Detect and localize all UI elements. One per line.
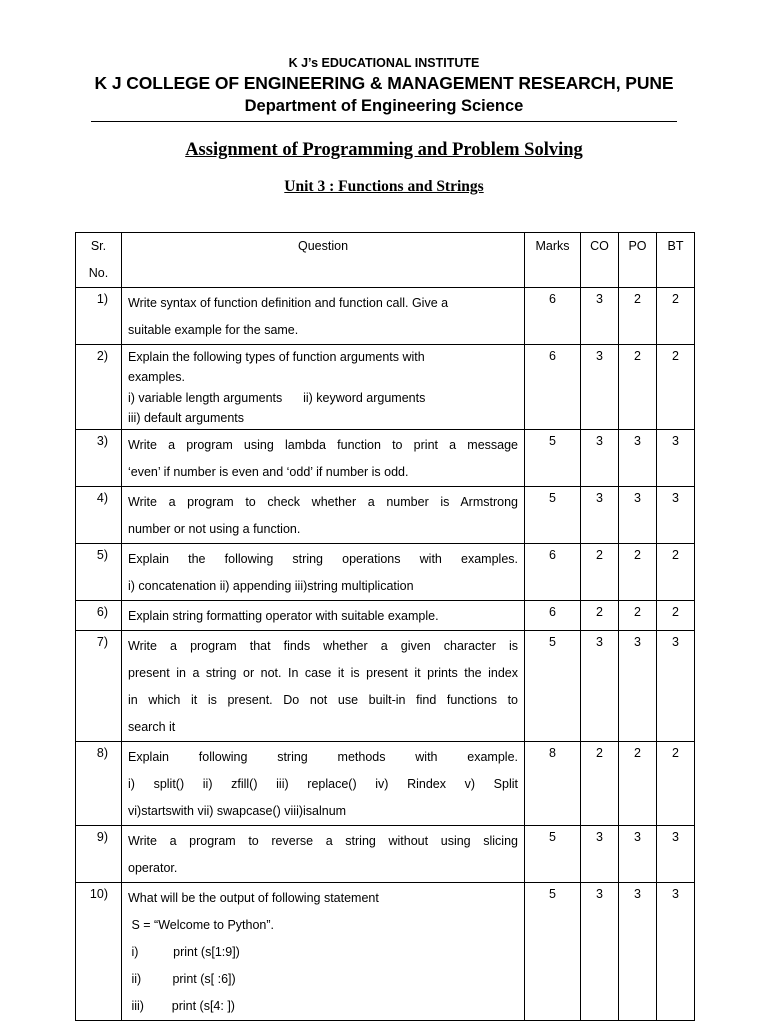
po-value: 2 bbox=[634, 547, 641, 562]
table-row bbox=[76, 630, 695, 741]
table-body bbox=[76, 288, 695, 1021]
table-header-row bbox=[76, 233, 695, 288]
cell-marks bbox=[525, 345, 581, 430]
co-value: 2 bbox=[596, 547, 603, 562]
cell-sr-no bbox=[76, 882, 122, 1020]
sr-no-value: 8) bbox=[96, 745, 108, 760]
header-co-label: CO bbox=[590, 239, 609, 253]
po-value: 3 bbox=[634, 634, 641, 649]
cell-po bbox=[619, 630, 657, 741]
cell-po bbox=[619, 429, 657, 486]
cell-marks bbox=[525, 741, 581, 825]
cell-question bbox=[122, 630, 525, 741]
cell-marks bbox=[525, 600, 581, 630]
question-line: Explain string formatting operator with suitable example. bbox=[128, 608, 439, 623]
college-name: K J COLLEGE OF ENGINEERING & MANAGEMENT RESEARCH, PUNE bbox=[94, 73, 674, 93]
question-line: Explain following string methods with example. bbox=[128, 749, 518, 764]
cell-po bbox=[619, 882, 657, 1020]
cell-question bbox=[122, 825, 525, 882]
sr-no-value: 6) bbox=[96, 604, 108, 619]
po-value: 3 bbox=[634, 490, 641, 505]
cell-marks bbox=[525, 825, 581, 882]
institute-name: K J’s EDUCATIONAL INSTITUTE bbox=[288, 56, 480, 70]
question-line: number or not using a function. bbox=[128, 521, 301, 536]
cell-co bbox=[581, 429, 619, 486]
question-line: Write syntax of function definition and function call. Give a bbox=[128, 296, 449, 310]
department-name: Department of Engineering Science bbox=[244, 97, 524, 115]
question-line: i) split() ii) zfill() iii) replace() iv) Rindex v) Split bbox=[128, 776, 518, 791]
sr-no-value: 3) bbox=[96, 433, 108, 448]
cell-question bbox=[122, 345, 525, 430]
co-value: 3 bbox=[596, 349, 603, 363]
co-value: 3 bbox=[596, 433, 603, 448]
co-value: 3 bbox=[596, 490, 603, 505]
po-value: 3 bbox=[634, 829, 641, 844]
cell-po bbox=[619, 600, 657, 630]
cell-question bbox=[122, 741, 525, 825]
marks-value: 5 bbox=[549, 886, 556, 901]
question-line: What will be the output of following statement bbox=[128, 890, 379, 905]
bt-value: 2 bbox=[672, 349, 679, 363]
cell-co bbox=[581, 288, 619, 345]
marks-value: 6 bbox=[549, 292, 556, 306]
header-marks bbox=[525, 233, 581, 288]
question-line: iii) print (s[4: ]) bbox=[128, 998, 235, 1013]
cell-question bbox=[122, 288, 525, 345]
cell-marks bbox=[525, 630, 581, 741]
sr-no-value: 4) bbox=[96, 490, 108, 505]
cell-bt bbox=[657, 345, 695, 430]
co-value: 3 bbox=[596, 634, 603, 649]
cell-bt bbox=[657, 600, 695, 630]
marks-value: 5 bbox=[549, 829, 556, 844]
header-bt bbox=[657, 233, 695, 288]
po-value: 3 bbox=[634, 433, 641, 448]
sr-no-value: 2) bbox=[96, 349, 108, 363]
marks-value: 5 bbox=[549, 433, 556, 448]
question-line: Write a program that finds whether a given character is bbox=[128, 638, 518, 653]
po-value: 3 bbox=[634, 886, 641, 901]
cell-question bbox=[122, 600, 525, 630]
question-line: i) concatenation ii) appending iii)string multiplication bbox=[128, 578, 414, 593]
header-bt-label: BT bbox=[667, 239, 684, 253]
marks-value: 5 bbox=[549, 490, 556, 505]
cell-sr-no bbox=[76, 345, 122, 430]
table-row bbox=[76, 741, 695, 825]
cell-bt bbox=[657, 543, 695, 600]
table-row bbox=[76, 882, 695, 1020]
cell-sr-no bbox=[76, 600, 122, 630]
bt-value: 2 bbox=[672, 745, 679, 760]
table-row bbox=[76, 288, 695, 345]
marks-value: 6 bbox=[549, 547, 556, 562]
header-sr-line2: No. bbox=[88, 266, 109, 280]
cell-sr-no bbox=[76, 288, 122, 345]
assignment-title: Assignment of Programming and Problem Solving bbox=[185, 140, 583, 160]
cell-marks bbox=[525, 543, 581, 600]
header-marks-label: Marks bbox=[535, 239, 570, 253]
question-line: i) print (s[1:9]) bbox=[128, 944, 240, 959]
cell-co bbox=[581, 486, 619, 543]
header-question-label: Question bbox=[297, 239, 349, 253]
cell-sr-no bbox=[76, 630, 122, 741]
bt-value: 3 bbox=[672, 634, 679, 649]
unit-title: Unit 3 : Functions and Strings bbox=[284, 178, 484, 195]
sr-no-value: 10) bbox=[89, 886, 108, 901]
cell-co bbox=[581, 630, 619, 741]
cell-po bbox=[619, 825, 657, 882]
header-question bbox=[122, 233, 525, 288]
question-line: examples. bbox=[128, 370, 185, 385]
cell-co bbox=[581, 882, 619, 1020]
marks-value: 6 bbox=[549, 604, 556, 619]
question-line: suitable example for the same. bbox=[128, 323, 299, 337]
cell-marks bbox=[525, 486, 581, 543]
question-line: search it bbox=[128, 719, 176, 734]
marks-value: 8 bbox=[549, 745, 556, 760]
marks-value: 5 bbox=[549, 634, 556, 649]
header-po bbox=[619, 233, 657, 288]
question-line: ‘even’ if number is even and ‘odd’ if number is odd. bbox=[128, 464, 409, 479]
cell-po bbox=[619, 741, 657, 825]
table-row bbox=[76, 543, 695, 600]
cell-bt bbox=[657, 288, 695, 345]
header-sr-line1: Sr. bbox=[90, 239, 107, 253]
question-line: vi)startswith vii) swapcase() viii)isalnum bbox=[128, 803, 347, 818]
cell-po bbox=[619, 543, 657, 600]
table-row bbox=[76, 600, 695, 630]
question-line: S = “Welcome to Python”. bbox=[128, 917, 275, 932]
header-sr-no bbox=[76, 233, 122, 288]
cell-sr-no bbox=[76, 429, 122, 486]
cell-bt bbox=[657, 741, 695, 825]
sr-no-value: 9) bbox=[96, 829, 108, 844]
cell-po bbox=[619, 345, 657, 430]
questions-table bbox=[75, 232, 695, 1021]
header-divider bbox=[91, 121, 677, 122]
cell-co bbox=[581, 345, 619, 430]
bt-value: 2 bbox=[672, 604, 679, 619]
po-value: 2 bbox=[634, 292, 641, 306]
cell-bt bbox=[657, 825, 695, 882]
bt-value: 2 bbox=[672, 547, 679, 562]
question-line: in which it is present. Do not use built-in find functions to bbox=[128, 692, 518, 707]
cell-bt bbox=[657, 429, 695, 486]
cell-co bbox=[581, 543, 619, 600]
co-value: 3 bbox=[596, 829, 603, 844]
bt-value: 3 bbox=[672, 886, 679, 901]
co-value: 2 bbox=[596, 604, 603, 619]
table-row bbox=[76, 825, 695, 882]
marks-value: 6 bbox=[549, 349, 556, 363]
co-value: 3 bbox=[596, 292, 603, 306]
cell-po bbox=[619, 288, 657, 345]
cell-marks bbox=[525, 288, 581, 345]
question-line: operator. bbox=[128, 860, 178, 875]
cell-sr-no bbox=[76, 741, 122, 825]
table-row bbox=[76, 345, 695, 430]
cell-bt bbox=[657, 630, 695, 741]
table-row bbox=[76, 486, 695, 543]
question-line: Write a program to reverse a string without using slicing bbox=[128, 833, 518, 848]
question-line: Write a program to check whether a number is Armstrong bbox=[128, 494, 518, 509]
question-line: ii) print (s[ :6]) bbox=[128, 971, 236, 986]
header-co bbox=[581, 233, 619, 288]
cell-sr-no bbox=[76, 486, 122, 543]
cell-question bbox=[122, 486, 525, 543]
question-line: Explain the following string operations with examples. bbox=[128, 551, 518, 566]
cell-question bbox=[122, 882, 525, 1020]
co-value: 3 bbox=[596, 886, 603, 901]
question-line: present in a string or not. In case it is present it prints the index bbox=[128, 665, 518, 680]
po-value: 2 bbox=[634, 349, 641, 363]
cell-bt bbox=[657, 486, 695, 543]
bt-value: 3 bbox=[672, 433, 679, 448]
po-value: 2 bbox=[634, 745, 641, 760]
bt-value: 3 bbox=[672, 829, 679, 844]
cell-marks bbox=[525, 429, 581, 486]
cell-question bbox=[122, 429, 525, 486]
sr-no-value: 1) bbox=[96, 292, 108, 306]
question-line: Write a program using lambda function to print a message bbox=[128, 437, 518, 452]
cell-po bbox=[619, 486, 657, 543]
question-line: iii) default arguments bbox=[128, 411, 245, 426]
cell-question bbox=[122, 543, 525, 600]
cell-sr-no bbox=[76, 543, 122, 600]
bt-value: 2 bbox=[672, 292, 679, 306]
sr-no-value: 5) bbox=[96, 547, 108, 562]
table-row bbox=[76, 429, 695, 486]
cell-co bbox=[581, 741, 619, 825]
bt-value: 3 bbox=[672, 490, 679, 505]
cell-co bbox=[581, 825, 619, 882]
question-line: Explain the following types of function arguments with bbox=[128, 350, 425, 364]
po-value: 2 bbox=[634, 604, 641, 619]
cell-sr-no bbox=[76, 825, 122, 882]
cell-marks bbox=[525, 882, 581, 1020]
cell-co bbox=[581, 600, 619, 630]
cell-bt bbox=[657, 882, 695, 1020]
sr-no-value: 7) bbox=[96, 634, 108, 649]
header-po-label: PO bbox=[628, 239, 647, 253]
co-value: 2 bbox=[596, 745, 603, 760]
question-line: i) variable length arguments ii) keyword arguments bbox=[128, 390, 426, 405]
